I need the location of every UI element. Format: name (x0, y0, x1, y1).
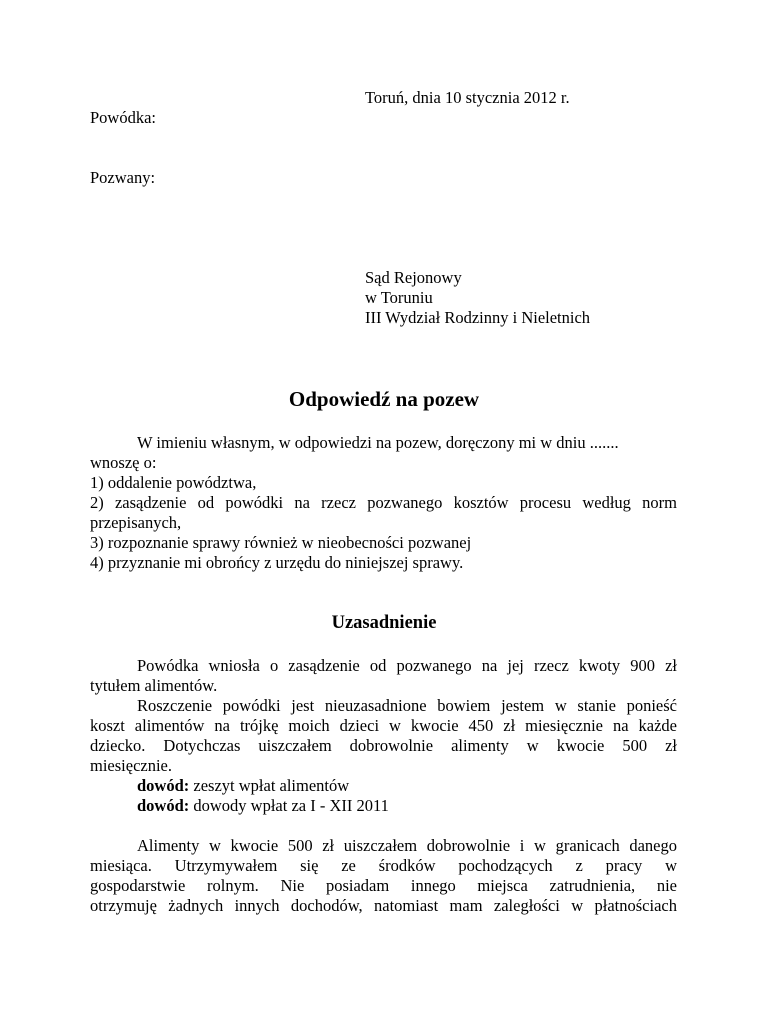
paragraph-line: Roszczenie powódki jest nieuzasadnione bowiem jestem w stanie ponieść (137, 696, 677, 715)
paragraph-line: tytułem alimentów. (90, 676, 218, 695)
intro-line-1: W imieniu własnym, w odpowiedzi na pozew, doręczony mi w dniu ....... (137, 433, 619, 452)
evidence-text: dowody wpłat za I - XII 2011 (189, 796, 389, 815)
paragraph-line: miesięcznie. (90, 756, 173, 775)
defendant-label: Pozwany: (90, 168, 156, 187)
list-item: 3) rozpoznanie sprawy również w nieobecności pozwanej (90, 533, 472, 552)
paragraph-line: gospodarstwie rolnym. Nie posiadam innego miejsca zatrudnienia, nie (90, 876, 677, 895)
paragraph-line: otrzymuję żadnych innych dochodów, natomiast mam zaległości w płatnościach (90, 896, 677, 915)
evidence-label: dowód: (137, 796, 190, 815)
evidence-item (137, 796, 677, 816)
list-item: przepisanych, (90, 513, 182, 532)
paragraph-line: koszt alimentów na trójkę moich dzieci w kwocie 450 zł miesięcznie na każde (90, 716, 677, 735)
list-item: 1) oddalenie powództwa, (90, 473, 257, 492)
evidence-text: zeszyt wpłat alimentów (189, 776, 350, 795)
court-name: Sąd Rejonowy (365, 268, 462, 287)
document-title: Odpowiedź na pozew (288, 387, 480, 411)
date-line: Toruń, dnia 10 stycznia 2012 r. (365, 88, 570, 107)
list-item: 2) zasądzenie od powódki na rzecz pozwanego kosztów procesu według norm (90, 493, 677, 512)
justification-heading: Uzasadnienie (331, 613, 437, 633)
court-division: III Wydział Rodzinny i Nieletnich (365, 308, 591, 327)
evidence-label: dowód: (137, 776, 190, 795)
intro-line-2: wnoszę o: (90, 453, 157, 472)
evidence-item (137, 776, 677, 796)
paragraph-line: miesiąca. Utrzymywałem się ze środków pochodzących z pracy w (90, 856, 677, 875)
plaintiff-label: Powódka: (90, 108, 156, 127)
paragraph-line: Alimenty w kwocie 500 zł uiszczałem dobrowolnie i w granicach danego (137, 836, 677, 855)
paragraph-line: dziecko. Dotychczas uiszczałem dobrowolnie alimenty w kwocie 500 zł (90, 736, 677, 755)
paragraph-line: Powódka wniosła o zasądzenie od pozwanego na jej rzecz kwoty 900 zł (137, 656, 677, 675)
list-item: 4) przyznanie mi obrońcy z urzędu do niniejszej sprawy. (90, 553, 464, 572)
court-city: w Toruniu (365, 288, 433, 307)
